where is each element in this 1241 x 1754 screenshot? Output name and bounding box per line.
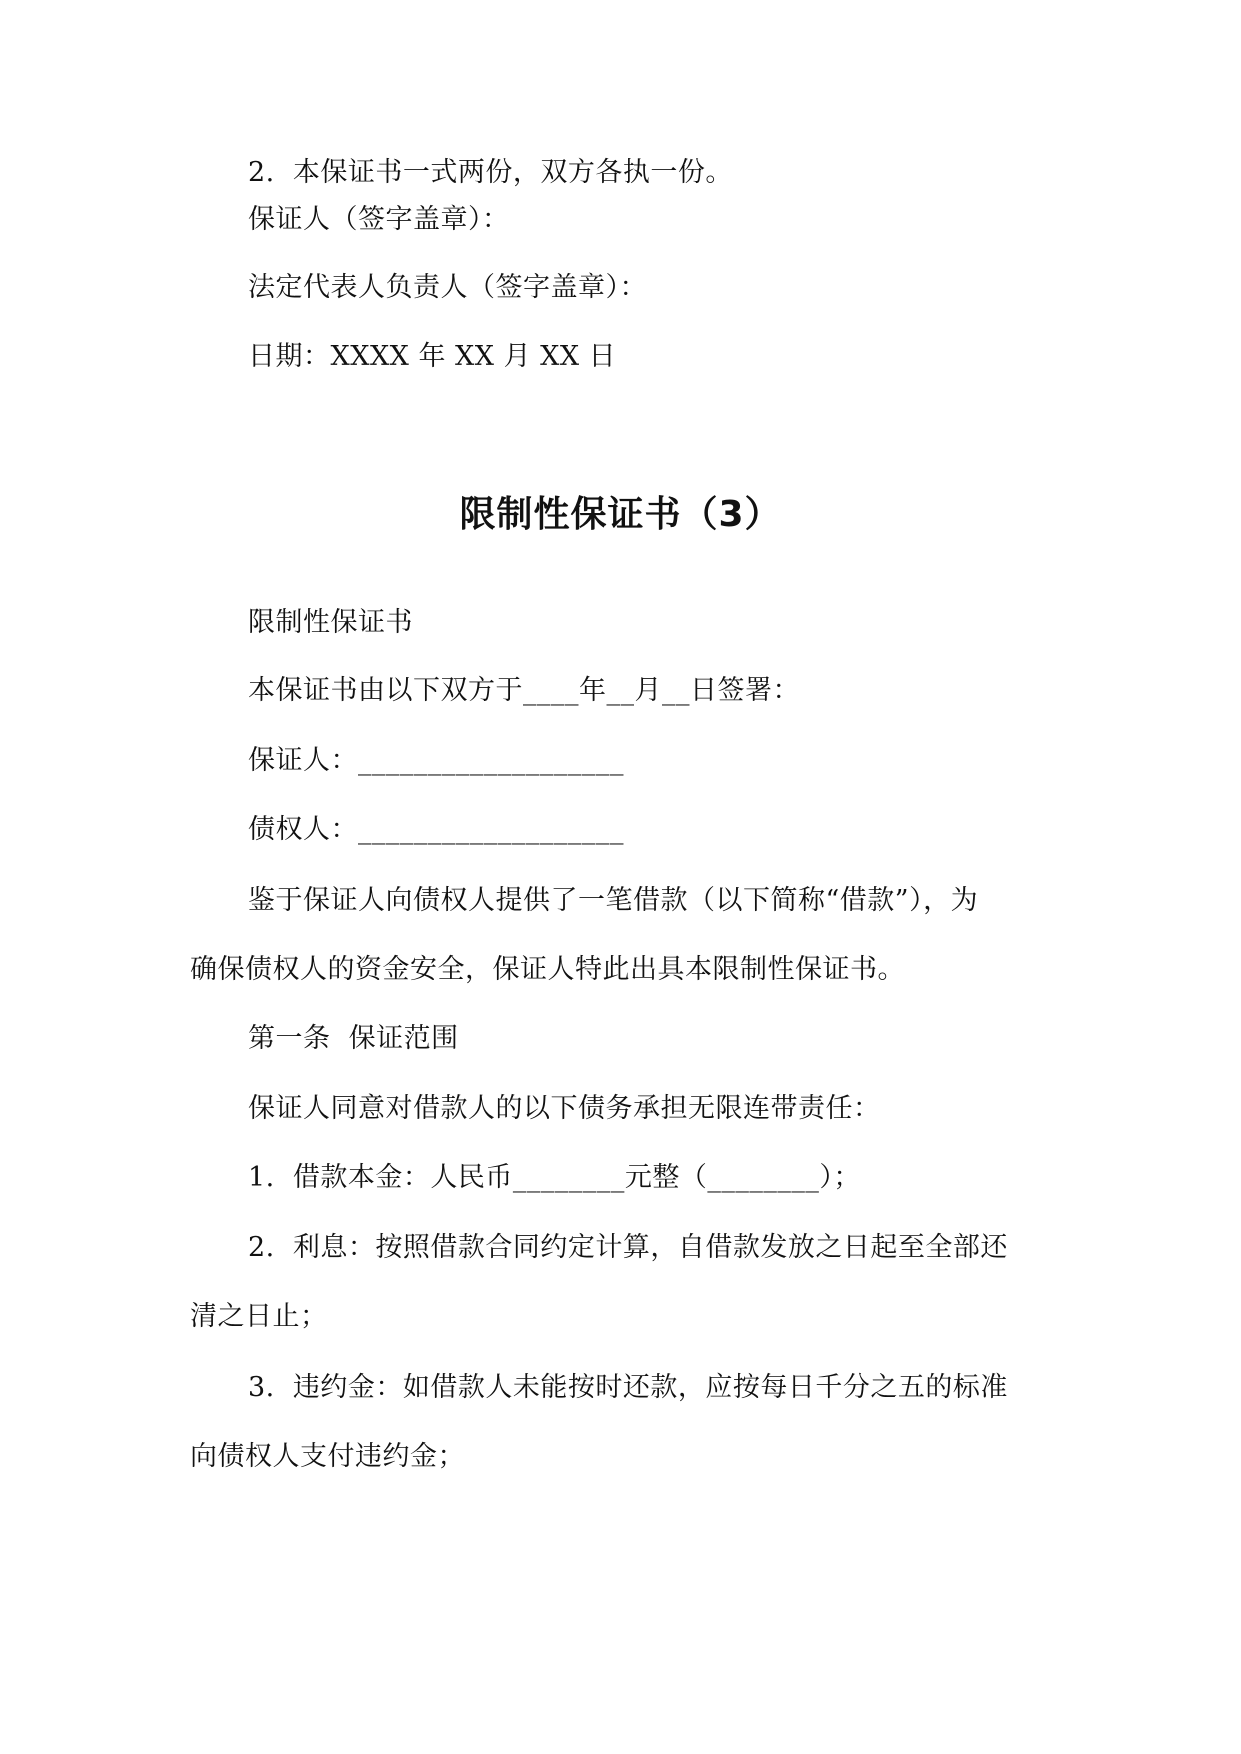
paragraph-1-line-1: 鉴于保证人向债权人提供了一笔借款（以下简称“借款”），为 [248, 885, 979, 916]
guarantor-field: 保证人：___________________ [248, 745, 624, 776]
document-title: 限制性保证书（3） [459, 494, 782, 535]
guarantor-signature-line: 保证人（签字盖章）： [248, 204, 510, 235]
paragraph-1-line-2: 确保债权人的资金安全，保证人特此出具本限制性保证书。 [190, 954, 905, 985]
clause-2-line-2: 清之日止； [190, 1301, 328, 1332]
legal-representative-signature-line: 法定代表人负责人（签字盖章）： [248, 272, 647, 303]
clause-2-line-1: 2. 利息：按照借款合同约定计算，自借款发放之日起至全部还 [248, 1232, 1008, 1263]
article-1-intro: 保证人同意对借款人的以下债务承担无限连带责任： [248, 1093, 881, 1124]
clause-3-line-1: 3. 违约金：如借款人未能按时还款，应按每日千分之五的标准 [248, 1372, 1008, 1403]
signing-intro: 本保证书由以下双方于____年__月__日签署： [248, 675, 800, 706]
document-subtitle: 限制性保证书 [248, 607, 413, 638]
date-line: 日期：XXXX 年 XX 月 XX 日 [248, 341, 617, 372]
article-1-heading: 第一条 保证范围 [248, 1023, 459, 1054]
clause-3-line-2: 向债权人支付违约金； [190, 1441, 465, 1472]
clause-1: 1. 借款本金：人民币________元整（________）； [248, 1162, 861, 1193]
creditor-field: 债权人：___________________ [248, 814, 624, 845]
item-2-text: 2. 本保证书一式两份，双方各执一份。 [248, 157, 733, 188]
